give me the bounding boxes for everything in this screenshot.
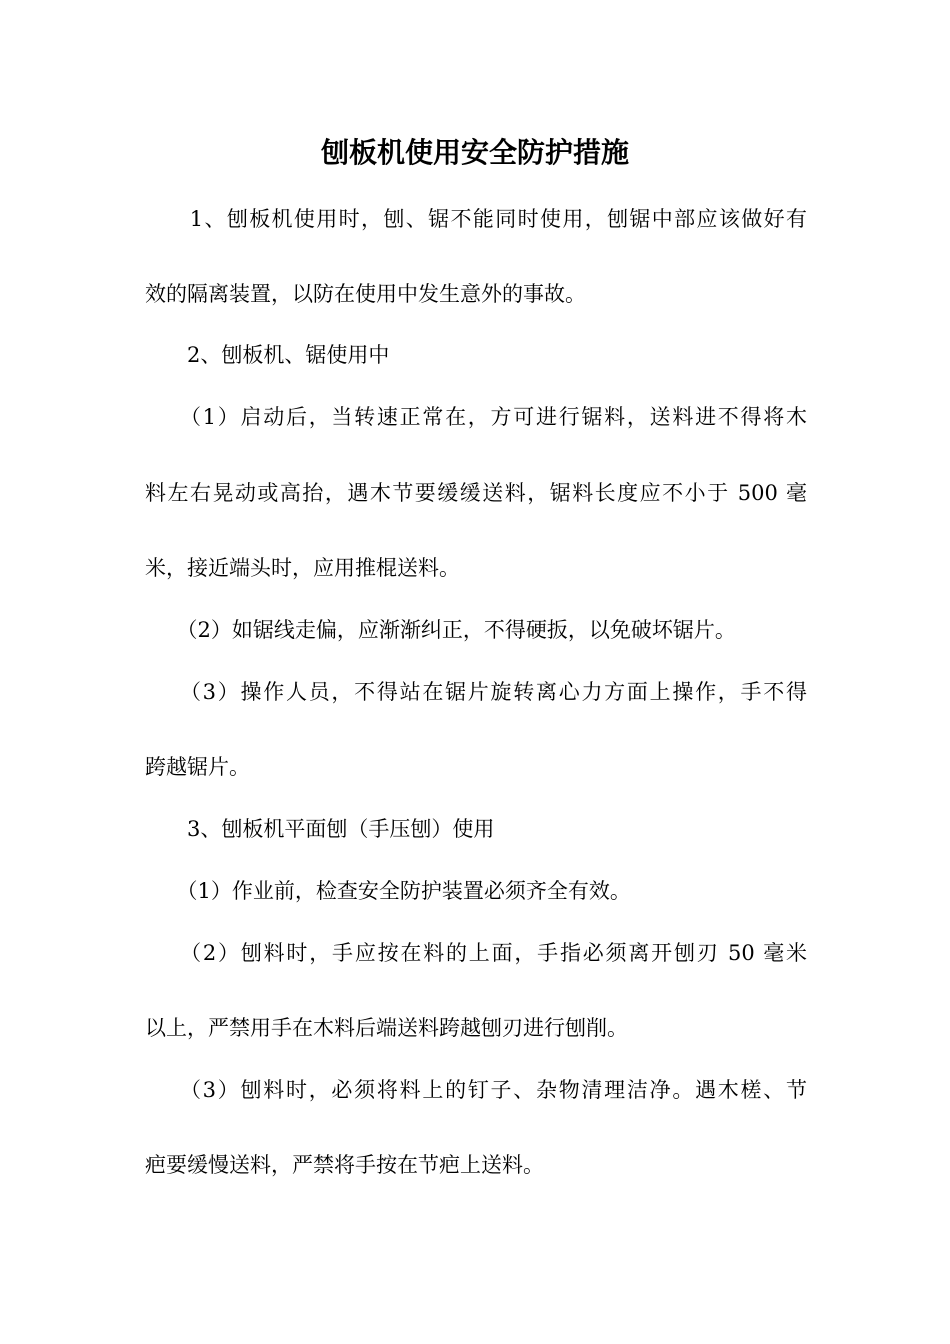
item-2-1-line-1: （1）启动后，当转速正常在，方可进行锯料，送料进不得将木 [145,405,807,429]
paragraph-1-line-1: 1、刨板机使用时，刨、锯不能同时使用，刨锯中部应该做好有 [145,207,807,231]
item-3-3-line-2: 疤要缓慢送料，严禁将手按在节疤上送料。 [145,1153,544,1177]
item-3-2-line-2: 以上，严禁用手在木料后端送料跨越刨刃进行刨削。 [145,1016,628,1040]
item-2-3-line-2: 跨越锯片。 [145,755,250,779]
item-3-2-line-1: （2）刨料时，手应按在料的上面，手指必须离开刨刃 50 毫米 [145,941,807,965]
document-title: 刨板机使用安全防护措施 [320,136,629,169]
item-2-3-line-1: （3）操作人员，不得站在锯片旋转离心力方面上操作，手不得 [145,680,807,704]
item-3-3-line-1: （3）刨料时，必须将料上的钉子、杂物清理洁净。遇木槎、节 [145,1078,807,1102]
paragraph-1-line-2: 效的隔离装置，以防在使用中发生意外的事故。 [145,282,586,306]
item-2-2-line-1: （2）如锯线走偏，应渐渐纠正，不得硬扳，以免破坏锯片。 [145,618,736,642]
item-2-1-line-2: 料左右晃动或高抬，遇木节要缓缓送料，锯料长度应不小于 500 毫 [145,481,807,505]
section-2-heading: 2、刨板机、锯使用中 [145,343,390,367]
section-3-heading: 3、刨板机平面刨（手压刨）使用 [145,817,495,841]
item-3-1-line-1: （1）作业前，检查安全防护装置必须齐全有效。 [145,879,631,903]
item-2-1-line-3: 米，接近端头时，应用推棍送料。 [145,556,460,580]
